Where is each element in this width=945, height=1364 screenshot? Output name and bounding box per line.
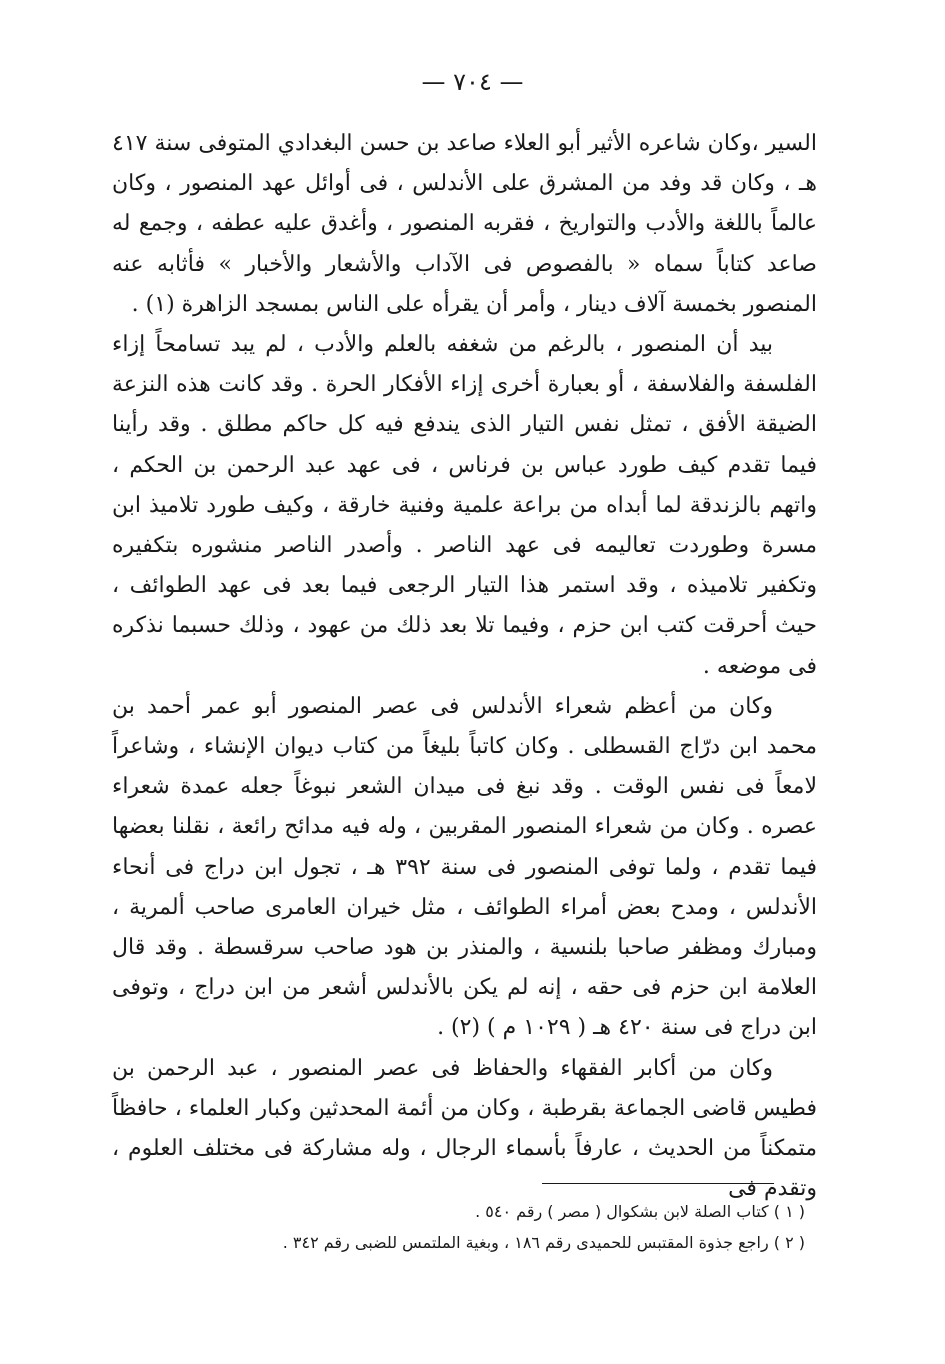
footnote: ( ٢ ) راجع جذوة المقتبس للحميدى رقم ١٨٦ ، وبغية الملتمس للضبى رقم ٣٤٢ . (282, 1233, 805, 1252)
footnotes (112, 1196, 817, 1258)
page-number: — ٧٠٤ — (421, 68, 524, 96)
footnote: ( ١ ) كتاب الصلة لابن بشكوال ( مصر ) رقم ٥٤٠ . (475, 1202, 805, 1221)
paragraph: بيد أن المنصور ، بالرغم من شغفه بالعلم والأدب ، لم يبد تسامحاً إزاء الفلسفة والفلاسفة ، أو بعبارة أخرى إزاء الأفكار الحرة . وقد كانت هذه النزعة الضيقة الأفق ، تمثل نفس التيار الذى يندفع فيه كل حاكم مطلق . وقد رأينا فيما تقدم كيف طورد عباس بن فرناس ، فى عهد عبد الرحمن بن الحكم ، واتهم بالزندقة لما أبداه من براعة علمية وفنية خارقة ، وكيف طورد تلاميذ ابن مسرة وطوردت تعاليمه فى عهد الناصر . وأصدر الناصر منشوره بتكفيره وتكفير تلاميذه ، وقد استمر هذا التيار الرجعى فيما بعد فى عهد الطوائف ، حيث أحرقت كتب ابن حزم ، وفيما تلا بعد ذلك من عهود ، وذلك حسبما نذكره فى موضعه . (112, 332, 817, 679)
paragraph-continuation: السير ،وكان شاعره الأثير أبو العلاء صاعد بن حسن البغدادي المتوفى سنة ٤١٧ هـ ، وكان قد وفد من المشرق على الأندلس ، فى أوائل عهد المنصور ، وكان عالماً باللغة والأدب والتواريخ ، فقربه المنصور ، وأغدق عليه عطفه ، وجمع له صاعد كتاباً سماه « بالفصوص فى الآداب والأشعار والأخبار » فأثابه عنه المنصور بخمسة آلاف دينار ، وأمر أن يقرأه على الناس بمسجد الزاهرة (١) . (112, 131, 817, 317)
body-text (112, 124, 817, 1209)
paragraph: وكان من أكابر الفقهاء والحفاظ فى عصر المنصور ، عبد الرحمن بن فطيس قاضى الجماعة بقرطبة ، وكان من أئمة المحدثين وكبار العلماء ، حافظاً متمكناً من الحديث ، عارفاً بأسماء الرجال ، وله مشاركة فى مختلف العلوم ، وتقدم فى (112, 1055, 818, 1202)
footnote-divider (542, 1183, 774, 1184)
paragraph: وكان من أعظم شعراء الأندلس فى عصر المنصور أبو عمر أحمد بن محمد ابن درّاج القسطلى . وكان كاتباً بليغاً من كتاب ديوان الإنشاء ، وشاعراً لامعاً فى نفس الوقت . وقد نبغ فى ميدان الشعر نبوغاً جعله عمدة شعراء عصره . وكان من شعراء المنصور المقربين ، وله فيه مدائح رائعة ، نقلنا بعضها فيما تقدم ، ولما توفى المنصور فى سنة ٣٩٢ هـ ، تجول ابن دراج فى أنحاء الأندلس ، ومدح بعض أمراء الطوائف ، مثل خيران العامرى صاحب ألمرية ، ومبارك ومظفر صاحبا بلنسية ، والمنذر بن هود صاحب سرقسطة . وقد قال العلامة ابن حزم فى حقه ، إنه لم يكن بالأندلس أشعر من ابن دراج ، وتوفى ابن دراج فى سنة ٤٢٠ هـ ( ١٠٢٩ م ) (٢) . (112, 693, 817, 1041)
